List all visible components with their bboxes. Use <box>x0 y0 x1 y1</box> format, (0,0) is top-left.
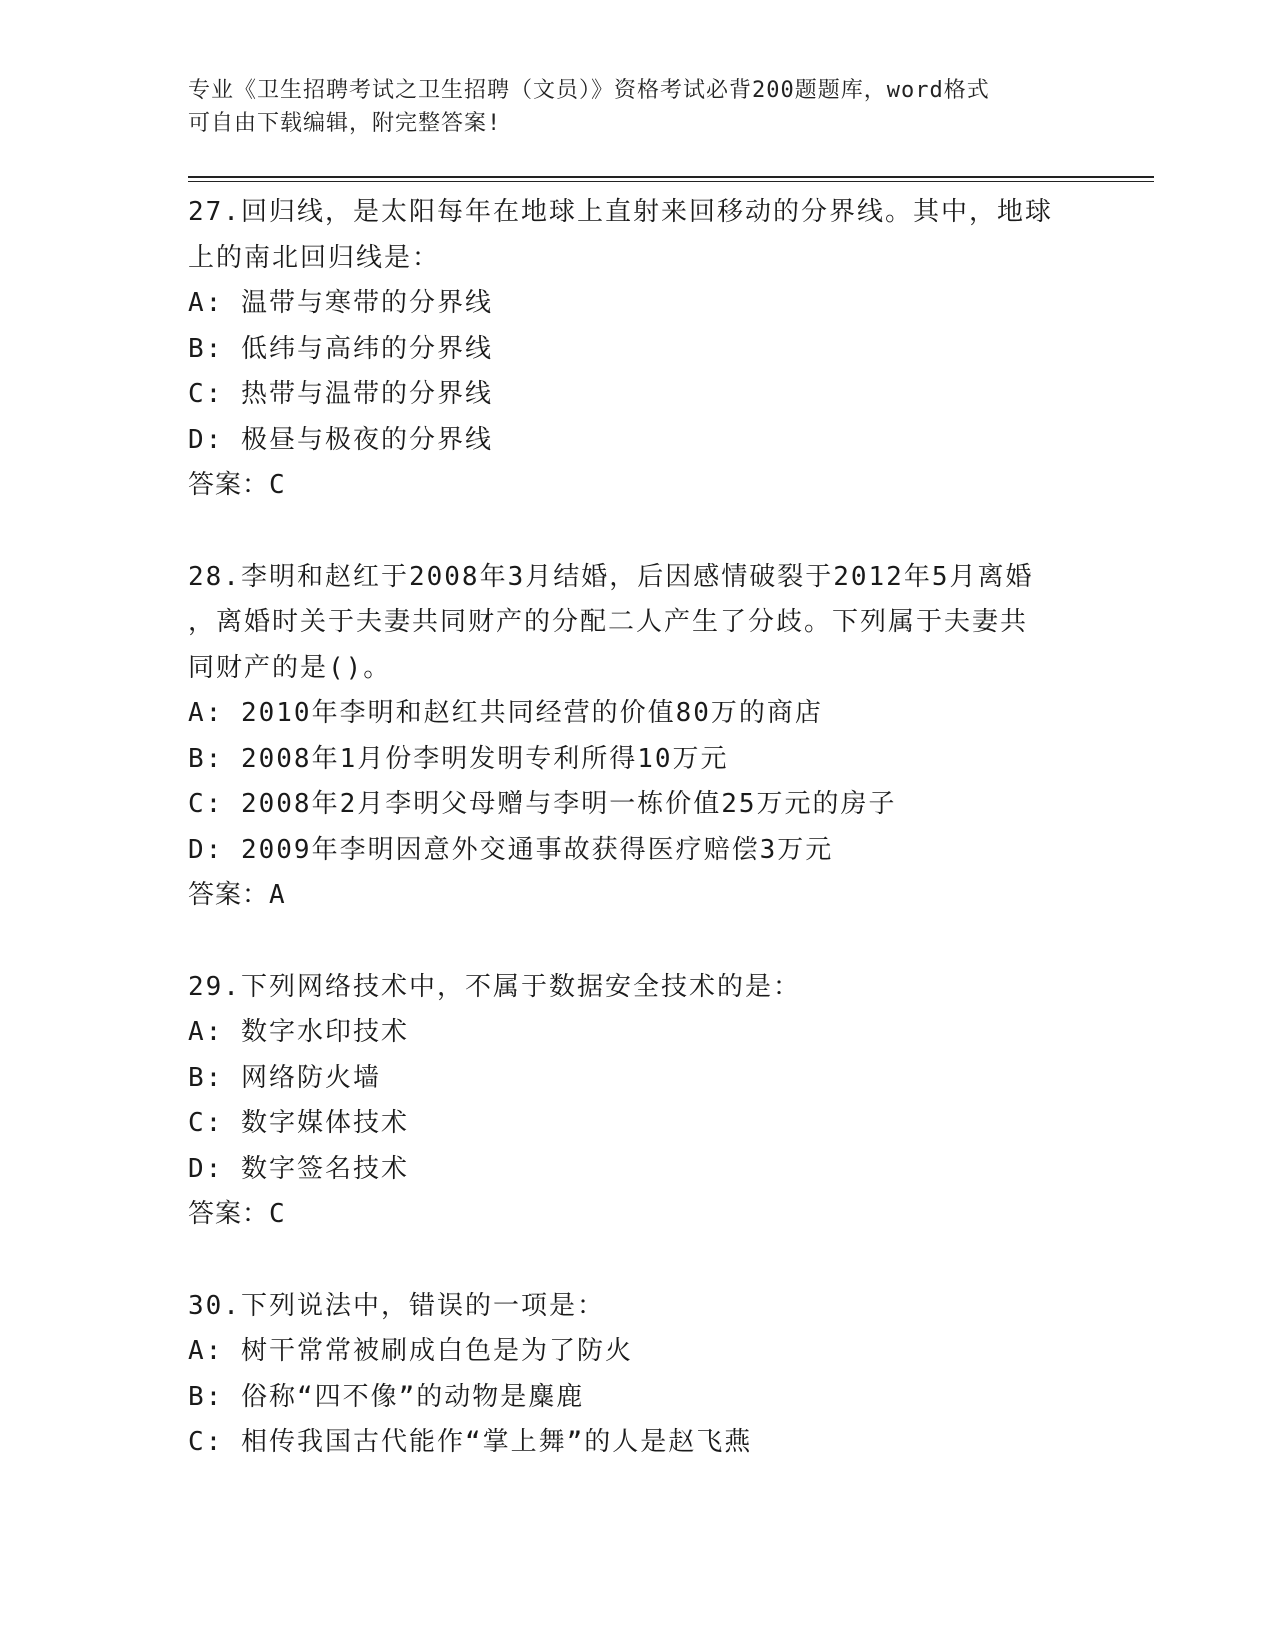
question-27 <box>188 190 1088 509</box>
option-b: B: 2008年1月份李明发明专利所得10万元 <box>188 743 729 774</box>
question-28 <box>188 555 1088 919</box>
question-text-line: ，离婚时关于夫妻共同财产的分配二人产生了分歧。下列属于夫妻共 <box>188 607 1029 637</box>
question-text-line: 27.回归线，是太阳每年在地球上直射来回移动的分界线。其中，地球 <box>188 197 1053 227</box>
question-text <box>188 1284 1088 1330</box>
option-c: C: 热带与温带的分界线 <box>188 379 493 409</box>
option-d: D: 2009年李明因意外交通事故获得医疗赔偿3万元 <box>188 834 834 865</box>
question-text-line: 29.下列网络技术中，不属于数据安全技术的是： <box>188 971 801 1002</box>
question-30 <box>188 1284 1088 1466</box>
option-c: C: 2008年2月李明父母赠与李明一栋价值25万元的房子 <box>188 789 897 819</box>
question-text <box>188 190 1088 281</box>
answer-label: 答案：A <box>188 880 286 910</box>
question-text-line: 同财产的是()。 <box>188 652 392 683</box>
option-a: A: 温带与寒带的分界线 <box>188 288 493 318</box>
option-d: D: 数字签名技术 <box>188 1153 409 1184</box>
answer-label: 答案：C <box>188 470 286 500</box>
option-c: C: 数字媒体技术 <box>188 1108 409 1138</box>
question-text <box>188 555 1088 692</box>
header-line-1: 专业《卫生招聘考试之卫生招聘（文员）》资格考试必背200题题库，word格式 <box>188 78 990 103</box>
option-c: C: 相传我国古代能作“掌上舞”的人是赵飞燕 <box>188 1427 753 1457</box>
question-text-line: 30.下列说法中，错误的一项是： <box>188 1290 605 1321</box>
header-line-2: 可自由下载编辑，附完整答案! <box>188 111 502 136</box>
option-d: D: 极昼与极夜的分界线 <box>188 424 493 455</box>
question-text-line: 上的南北回归线是： <box>188 242 441 273</box>
option-a: A: 数字水印技术 <box>188 1017 409 1047</box>
question-list <box>188 190 1088 1512</box>
option-b: B: 俗称“四不像”的动物是麋鹿 <box>188 1381 585 1412</box>
question-29 <box>188 965 1088 1238</box>
option-a: A: 树干常常被刷成白色是为了防火 <box>188 1336 633 1366</box>
option-b: B: 网络防火墙 <box>188 1062 381 1093</box>
option-b: B: 低纬与高纬的分界线 <box>188 333 493 364</box>
question-text <box>188 965 1088 1011</box>
answer-label: 答案：C <box>188 1199 286 1229</box>
option-a: A: 2010年李明和赵红共同经营的价值80万的商店 <box>188 698 823 728</box>
document-header <box>188 74 1068 140</box>
header-divider <box>188 176 1154 182</box>
question-text-line: 28.李明和赵红于2008年3月结婚，后因感情破裂于2012年5月离婚 <box>188 561 1034 592</box>
